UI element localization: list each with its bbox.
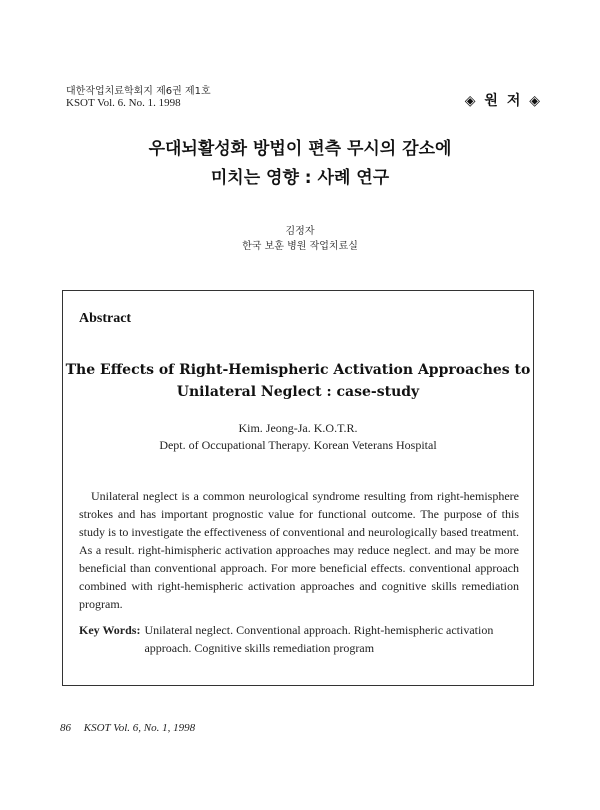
abstract-box: [62, 290, 534, 686]
english-affiliation: Dept. of Occupational Therapy. Korean Veterans Hospital: [159, 438, 437, 452]
journal-header-english: KSOT Vol. 6. No. 1. 1998: [66, 97, 181, 109]
page-footer: [60, 722, 195, 734]
english-title-line-2: Unilateral Neglect : case-study: [176, 384, 420, 400]
article-type-badge: ◈ 원 저 ◈: [464, 93, 542, 109]
korean-title-line-1: 우대뇌활성화 방법이 편측 무시의 감소에: [148, 139, 452, 159]
english-title-line-1: The Effects of Right-Hemispheric Activation Approaches to: [65, 362, 531, 378]
keywords-text: Unilateral neglect. Conventional approach. Right-hemispheric activation approach. Cognitive skills remediation program: [144, 623, 494, 655]
korean-title-line-2: 미치는 영향 : 사례 연구: [210, 168, 390, 188]
journal-header-korean: 대한작업치료학회지 제6권 제1호: [66, 86, 211, 97]
korean-affiliation: 한국 보훈 병원 작업치료실: [242, 241, 358, 252]
abstract-heading: Abstract: [79, 311, 132, 326]
korean-author: 김정자: [285, 226, 315, 237]
abstract-body: Unilateral neglect is a common neurological syndrome resulting from right-hemisphere strokes and has important prognostic value for functional outcome. The purpose of this study is to investigate the effectiveness of conventional and neurologically based treatment. As a result. right-himispheric activation approaches may reduce neglect. and may be more beneficial than conventional approach. For more beneficial effects. conventional approach combined with right-hemispheric activation approaches and cognitive skills remediation program.: [79, 489, 519, 611]
keywords-label: Key Words:: [79, 623, 141, 637]
footer-citation: KSOT Vol. 6, No. 1, 1998: [83, 722, 196, 734]
keywords: [79, 621, 529, 657]
english-author: Kim. Jeong-Ja. K.O.T.R.: [238, 421, 358, 435]
page-number: 86: [60, 722, 71, 734]
